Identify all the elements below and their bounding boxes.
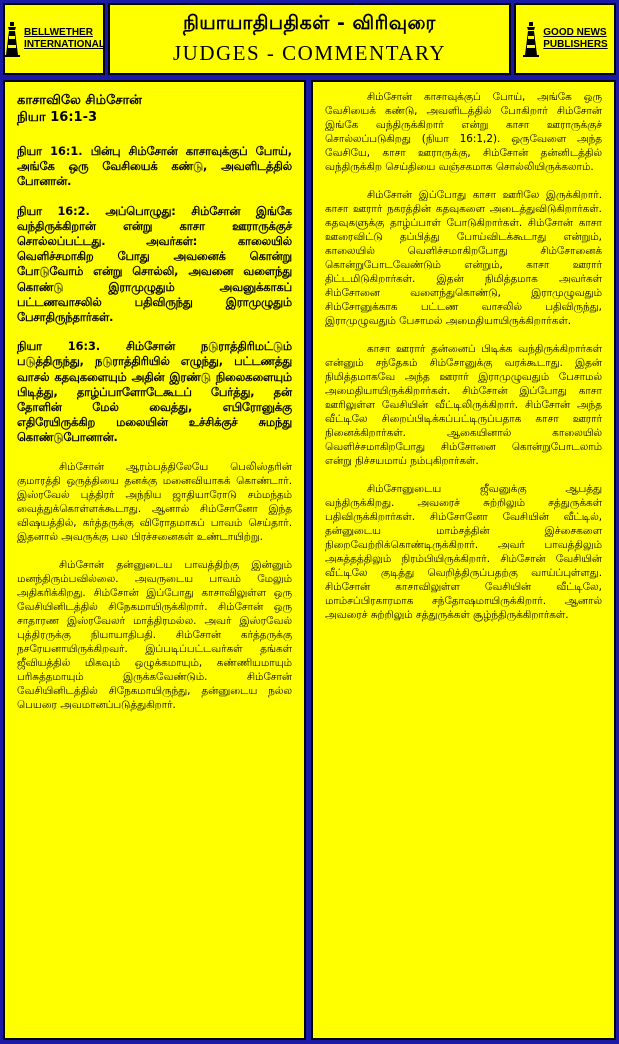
section-title	[17, 92, 292, 126]
verse-16-3: நியா 16:3. சிம்சோன் நடுராத்திரிமட்டும் படுத்திருந்து, நடுராத்திரியில் எழுந்து, பட்டணத்து வாசல் கதவுகளையும் அதின் இரண்டு நிலைகளையும் பிடித்து, தாழ்ப்பாளோடேகூடப் பேர்த்து, தன் தோளின் மேல் வைத்து, எபிரோனுக்கு எதிரேயிருக்கிற மலையின் உச்சிக்குச் சுமந்து கொண்டுபோனான்.	[17, 340, 292, 445]
bellwether-logo	[3, 21, 105, 57]
lighthouse-icon	[3, 21, 21, 57]
left-column	[3, 80, 306, 1040]
commentary-paragraph: சிம்சோனுடைய ஜீவனுக்கு ஆபத்து வந்திருக்கிறது. அவரைச் சுற்றிலும் சத்துருக்கள் பதிவிருக்கிறார்கள். சிம்சோனோ வேசியின் வீட்டில், தன்னுடைய மாம்சத்தின் இச்சைகளை நிறைவேற்றிக்கொண்டிருக்கிறார். அவர் பாவத்திலும் அசுத்தத்திலும் நிரம்பியிருக்கிறார். சிம்சோன் வேசியின் வீட்டிலே குடித்து வெறித்திருப்பதற்கு வாய்ப்புள்ளது. சிம்சோன் காசாவிலுள்ள வேசியின் வீட்டிலே, மாம்சப்பிரகாரமாக சந்தோஷமாயிருக்கிறார். ஆனால் அவரைச் சுற்றிலும் சத்துருக்கள் சூழ்ந்திருக்கிறார்கள்.	[325, 483, 602, 621]
good-news-logo	[522, 21, 607, 57]
verse-16-2: நியா 16:2. அப்பொழுது: சிம்சோன் இங்கே வந்திருக்கிறான் என்று காசா ஊராருக்குச் சொல்லப்பட்டது. அவர்கள்: காலையில் வெளிச்சமாகிற போது அவனைக் கொன்று போடுவோம் என்று சொல்லி, அவனை வளைந்து கொண்டு இராமுழுதும் அவனுக்காகப் பட்டணவாசலில் பதிவிருந்து இராமுழுதும் பேசாதிருந்தார்கள்.	[17, 204, 292, 325]
commentary-paragraph: சிம்சோன் தன்னுடைய பாவத்திற்கு இன்னும் மனந்திரும்பவில்லை. அவருடைய பாவம் மேலும் அதிகரிக்கிறது. சிம்சோன் இப்போது காசாவிலுள்ள ஒரு வேசியினிடத்தில் சிநேகமாயிருக்கிறார். சிம்சோன் ஒரு சாதாரண இஸ்ரவேலர் மாத்திரமல்ல. அவர் இஸ்ரவேல் புத்திரருக்கு நியாயாதிபதி. சிம்சோன் கர்த்தருக்கு நசரேயனாயிருக்கிறவர். இப்படிப்பட்டவர்கள் தங்கள் ஜீவியத்தில் மிகவும் ஒழுக்கமாயும், கண்ணியமாயும் பரிசுத்தமாயும் இருக்கவேண்டும். சிம்சோன் வேசியினிடத்தில் சிநேகமாயிருந்து, தன்னுடைய நல்ல பெயரை அவமானப்படுத்துகிறார்.	[17, 558, 292, 711]
title-tamil: நியாயாதிபதிகள் - விரிவுரை	[183, 12, 436, 34]
header	[3, 3, 616, 75]
commentary-paragraph: சிம்சோன் காசாவுக்குப் போய், அங்கே ஒரு வேசியைக் கண்டு, அவளிடத்தில் போகிறார் சிம்சோன் இங்கே வந்திருக்கிறார் என்று காசா ஊராருக்குச் சொல்லப்படுகிறது (நியா 16:1,2). ஒருவேளை அந்த வேசியே, காசா ஊராருக்கு, சிம்சோன் தன்னிடத்தில் வந்திருக்கிற செய்தியை வஞ்சகமாக சொல்லியிருக்கலாம்.	[325, 91, 602, 173]
section-title-line1: காசாவிலே சிம்சோன்	[17, 93, 142, 108]
commentary-paragraph: சிம்சோன் ஆரம்பத்திலேயே பெலிஸ்தரின் குமாரத்தி ஒருத்தியை தனக்கு மனைவியாகக் கொண்டார். இஸ்ரவேல் புத்திரர் அந்நிய ஜாதியாரோடு சம்மந்தம் வைத்துக்கொள்ளக்கூடாது. ஆனால் சிம்சோனோ இந்த விஷயத்தில், கர்த்தருக்கு விரோதமாகப் பாவம் செய்தார். இதனால் அவருக்கு பல பிரச்சனைகள் உண்டாயிற்று.	[17, 460, 292, 543]
right-logo-box	[514, 3, 616, 75]
right-column	[311, 80, 616, 1040]
right-logo-line1: GOOD NEWS	[543, 27, 607, 38]
right-logo-line2: PUBLISHERS	[543, 39, 608, 50]
left-logo-line2: INTERNATIONAL	[24, 39, 105, 50]
title-english: JUDGES - COMMENTARY	[172, 41, 446, 65]
lighthouse-icon	[522, 21, 540, 57]
section-title-line2: நியா 16:1-3	[17, 110, 98, 125]
left-logo-line1: BELLWETHER	[24, 27, 93, 38]
left-logo-box	[3, 3, 105, 75]
verse-16-1: நியா 16:1. பின்பு சிம்சோன் காசாவுக்குப் போய், அங்கே ஒரு வேசியைக் கண்டு, அவளிடத்தில் போனான்.	[17, 145, 292, 189]
body	[3, 80, 616, 1040]
commentary-paragraph: காசா ஊரார் தன்னைப் பிடிக்க வந்திருக்கிறார்கள் என்னும் சந்தேகம் சிம்சோனுக்கு வரக்கூடாது. இதன் நிமித்தமாகவே அந்த ஊரார் இராமுழுவதும் பேசாமல் அமைதியாயிருக்கிறார்கள். சிம்சோன் இப்போது காசா ஊரிலுள்ள வேசியின் வீட்டிலிருக்கிறார். சிம்சோன் அந்த வீட்டிலே சிறைப்பிடிக்கப்பட்டிருப்பதாக காசா ஊரார் நினைக்கிறார்கள். ஆகையினால் காலையில் வெளிச்சமாகிறபோது சிம்சோனை கொன்றுபோடலாம் என்று நிச்சயமாய் நம்புகிறார்கள்.	[325, 343, 602, 467]
commentary-paragraph: சிம்சோன் இப்போது காசா ஊரிலே இருக்கிறார். காசா ஊரார் நகரத்தின் கதவுகளை அடைத்துவிடுகிறார்கள். கதவுகளுக்கு தாழ்ப்பாள் போடுகிறார்கள். சிம்சோன் காசா ஊரைவிட்டு தப்பித்து போய்விடக்கூடாது என்றும், காலையில் வெளிச்சமாகிறபோது சிம்சோனைக் கொன்றுபோடவேண்டும் என்றும், காசா ஊரார் திட்டமிடுகிறார்கள். இதன் நிமித்தமாக அவர்கள் சிம்சோனை வளைந்துகொண்டு, இராமுழுவதும் சிம்சோனுக்காக பட்டண வாசலில் பதிவிருந்து, இராமுழுவதும் பேசாமல் அமைதியாயிருக்கிறார்கள்.	[325, 189, 602, 327]
title-box	[108, 3, 511, 75]
